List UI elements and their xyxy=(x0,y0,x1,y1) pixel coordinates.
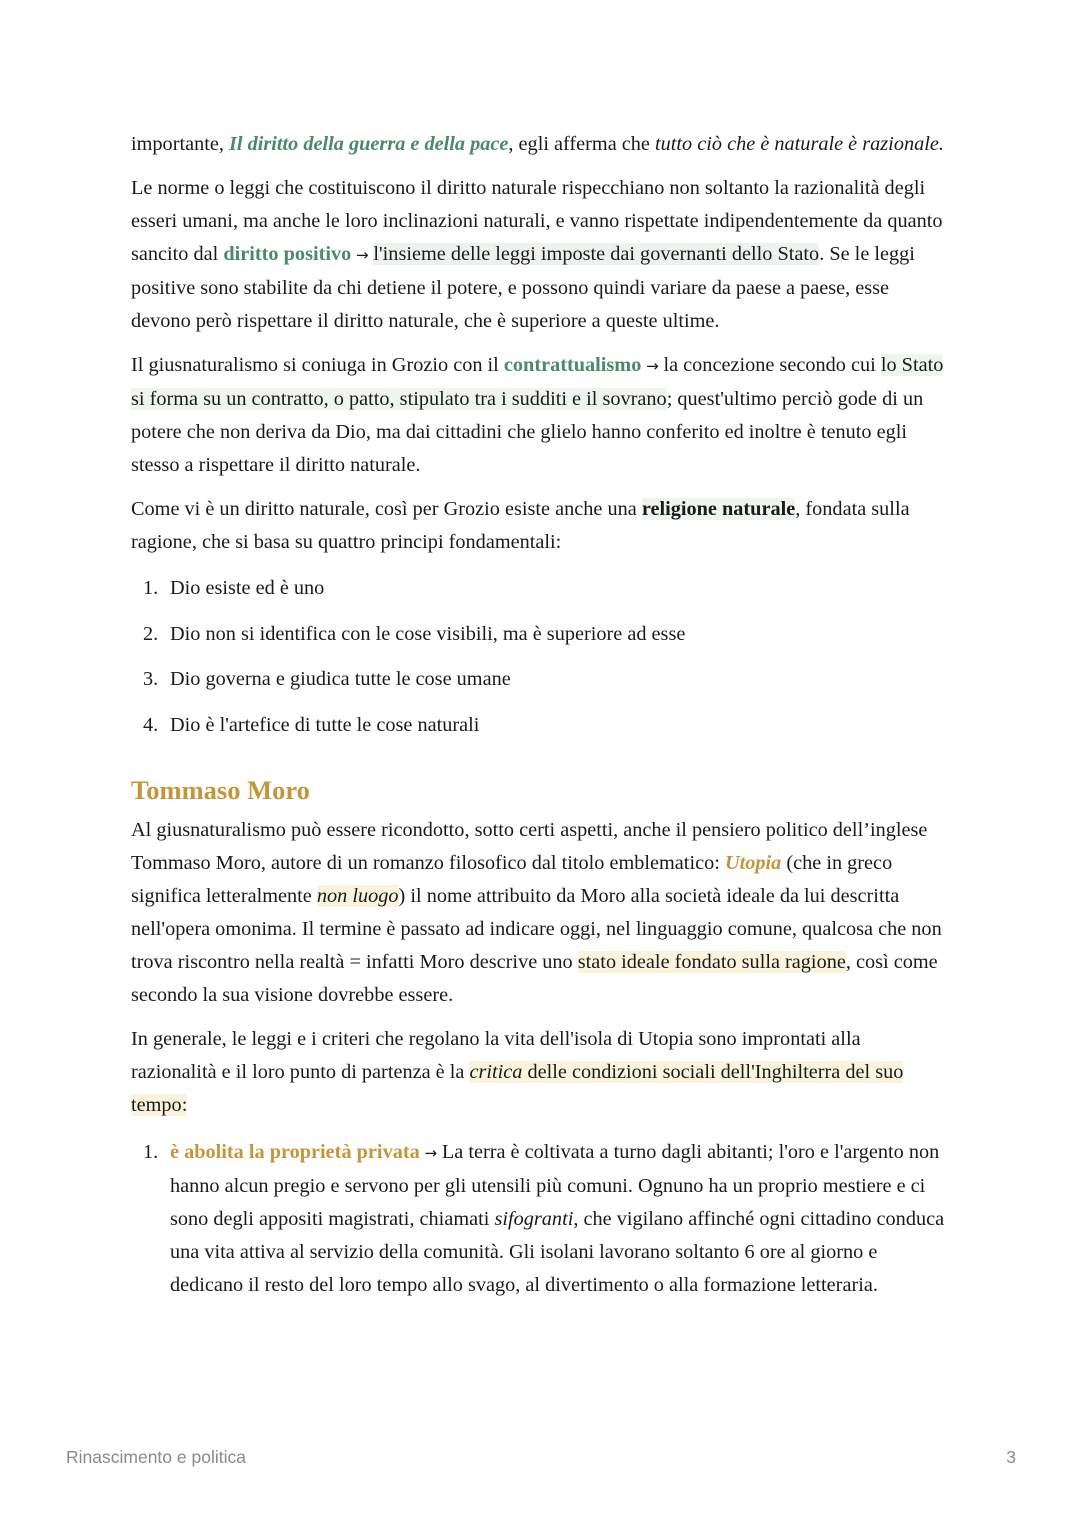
text: , fondata sulla ragione, che si basa su quattro principi fondamentali: xyxy=(131,498,910,553)
list-number: 4. xyxy=(143,713,159,736)
arrow-icon: → xyxy=(351,246,374,264)
arrow-icon: → xyxy=(419,1143,442,1162)
principles-list xyxy=(131,572,951,742)
text: Le norme o leggi che costituiscono il diritto naturale rispecchiano non soltanto la razionalità degli esseri umani, ma anche le loro inclinazioni naturali, e vanno rispettate indipendentemente da quanto sancito dal xyxy=(131,177,943,265)
page-number: 3 xyxy=(1006,1447,1016,1467)
arrow-icon: → xyxy=(641,357,664,375)
list-number: 1. xyxy=(143,1140,159,1163)
list-item xyxy=(131,1136,951,1302)
term-diritto-positivo: diritto positivo xyxy=(223,243,352,265)
list-item-text: Dio è l'artefice di tutte le cose naturali xyxy=(170,713,480,736)
term-religione-naturale: religione naturale xyxy=(641,498,796,520)
paragraph-contrattualismo xyxy=(131,349,951,482)
list-number: 3. xyxy=(143,668,159,690)
list-item xyxy=(131,709,951,742)
text: , che vigilano affinché ogni cittadino conduca una vita attiva al servizio della comunità. Gli isolani lavorano soltanto 6 ore al giorno e dedicano il resto del loro tempo allo svago, al divertimento o alla formazione letteraria. xyxy=(170,1207,945,1296)
term-proprieta-privata: è abolita la proprietà privata xyxy=(170,1140,420,1163)
list-item-text: Dio esiste ed è uno xyxy=(170,577,325,599)
text: . Se le leggi positive sono stabilite da chi detiene il potere, e possono quindi variare da paese a paese, esse devono però rispettare il diritto naturale, che è superiore a queste ultime. xyxy=(131,243,915,332)
text: Al giusnaturalismo può essere ricondotto, sotto certi aspetti, anche il pensiero politico dell’inglese Tommaso Moro, autore di un romanzo filosofico dal titolo emblematico: xyxy=(131,818,928,874)
text: Il giusnaturalismo si coniuga in Grozio con il xyxy=(131,354,504,376)
paragraph-utopia xyxy=(131,814,951,1012)
definition-highlight: l'insieme delle leggi imposte dai governanti dello Stato xyxy=(373,243,820,265)
section-title: Tommaso Moro xyxy=(131,774,310,805)
text: ; quest'ultimo perciò gode di un potere che non deriva da Dio, ma dai cittadini che glielo hanno conferito ed inoltre è tenuto egli stesso a rispettare il diritto naturale. xyxy=(131,388,924,476)
list-number: 1. xyxy=(143,577,159,599)
list-item-text xyxy=(170,1136,951,1302)
list-item xyxy=(131,618,951,651)
book-title: Il diritto della guerra e della pace xyxy=(229,133,509,155)
utopia-features-list xyxy=(131,1136,951,1302)
footer-title: Rinascimento e politica xyxy=(66,1447,246,1467)
text: , egli afferma che xyxy=(508,133,655,155)
list-item-text: Dio governa e giudica tutte le cose umane xyxy=(170,668,511,690)
ideal-state-highlight: stato ideale fondato sulla ragione xyxy=(577,950,846,973)
meaning-highlight: non luogo xyxy=(316,884,399,907)
list-item-text: Dio non si identifica con le cose visibili, ma è superiore ad esse xyxy=(170,622,686,645)
text: (che in greco significa letteralmente xyxy=(131,851,893,907)
text: la concezione secondo cui xyxy=(663,354,881,376)
paragraph-religione-naturale xyxy=(131,493,951,559)
list-number: 2. xyxy=(143,622,159,645)
quote: tutto ciò che è naturale è razionale. xyxy=(655,133,944,155)
term-contrattualismo: contrattualismo xyxy=(503,354,642,376)
document-body xyxy=(131,128,951,1302)
definition-highlight: lo Stato si forma su un contratto, o patto, stipulato tra i sudditi e il sovrano xyxy=(131,354,944,410)
page-footer xyxy=(66,1447,1016,1468)
list-item xyxy=(131,663,951,696)
critica-highlight: critica xyxy=(469,1060,523,1083)
paragraph-diritto-positivo xyxy=(131,172,951,338)
social-conditions-highlight: delle condizioni sociali dell'Inghilterra del suo tempo: xyxy=(131,1060,904,1116)
text: Come vi è un diritto naturale, così per Grozio esiste anche una xyxy=(131,498,642,520)
text: ) il nome attribuito da Moro alla società ideale da lui descritta nell'opera omonima. Il termine è passato ad indicare oggi, nel linguaggio comune, qualcosa che non trova riscontro nella realtà = infatti Moro descrive uno xyxy=(131,884,942,973)
text: La terra è coltivata a turno dagli abitanti; l'oro e l'argento non hanno alcun pregio e servono per gli utensili più comuni. Ognuno ha un proprio mestiere e ci sono degli appositi magistrati, chiamati xyxy=(170,1140,940,1230)
list-item xyxy=(131,572,951,605)
book-title-utopia: Utopia xyxy=(724,851,782,874)
paragraph-utopia-laws xyxy=(131,1023,951,1122)
term-sifogranti: sifogranti xyxy=(494,1207,574,1230)
text: importante, xyxy=(131,133,229,155)
text: In generale, le leggi e i criteri che regolano la vita dell'isola di Utopia sono improntati alla razionalità e il loro punto di partenza è la xyxy=(131,1027,861,1083)
paragraph-grozio-work xyxy=(131,128,951,161)
text: , così come secondo la sua visione dovrebbe essere. xyxy=(131,950,938,1006)
